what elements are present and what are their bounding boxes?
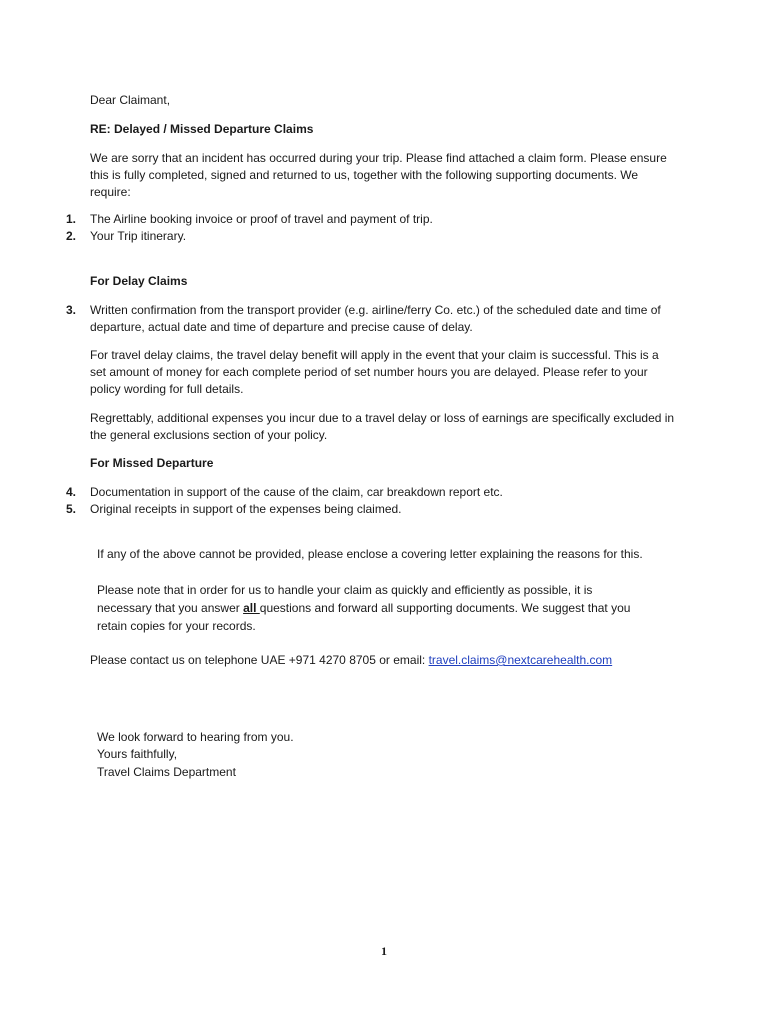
list-text: Original receipts in support of the expenses being claimed. — [90, 502, 402, 516]
list-text: Documentation in support of the cause of the claim, car breakdown report etc. — [90, 485, 503, 499]
delay-benefit-paragraph: For travel delay claims, the travel delay benefit will apply in the event that your claim is successful. This is a set amount of money for each complete period of set number hours you are delayed. Please refer to your policy wording for full details. — [90, 348, 659, 396]
list-number: 4. — [66, 485, 77, 499]
note-text-end: questions and forward all supporting documents. We suggest that you retain copies for your records. — [97, 601, 631, 633]
salutation: Dear Claimant, — [90, 93, 171, 107]
covering-letter-note: If any of the above cannot be provided, please enclose a covering letter explaining the reasons for this. — [97, 547, 643, 561]
note-text: Please note that in order for us to handle your claim as quickly and efficiently as possible, it is necessary that you answer — [97, 583, 593, 615]
list-number: 2. — [66, 229, 77, 243]
missed-departure-heading: For Missed Departure — [90, 456, 214, 470]
closing-line: We look forward to hearing from you. — [97, 730, 294, 744]
page-number: 1 — [381, 944, 387, 958]
contact-paragraph — [90, 652, 710, 669]
exclusions-paragraph: Regrettably, additional expenses you incur due to a travel delay or loss of earnings are specifically excluded in the general exclusions section of your policy. — [90, 411, 675, 442]
subject-line: RE: Delayed / Missed Departure Claims — [90, 122, 314, 136]
list-text: The Airline booking invoice or proof of travel and payment of trip. — [90, 212, 433, 226]
note-paragraph — [97, 581, 645, 635]
email-link[interactable]: travel.claims@nextcarehealth.com — [428, 653, 613, 667]
intro-paragraph: We are sorry that an incident has occurred during your trip. Please find attached a claim form. Please ensure this is fully completed, signed and returned to us, together with the following supporting documents. We require: — [90, 151, 667, 199]
list-text: Written confirmation from the transport provider (e.g. airline/ferry Co. etc.) of the scheduled date and time of departure, actual date and time of departure and precise cause of delay. — [90, 303, 661, 334]
delay-claims-heading: For Delay Claims — [90, 274, 188, 288]
contact-text: Please contact us on telephone UAE +971 4270 8705 or email: — [90, 653, 429, 667]
sign-off: Yours faithfully, — [97, 747, 178, 761]
list-number: 5. — [66, 502, 77, 516]
signatory: Travel Claims Department — [97, 765, 236, 779]
list-number: 1. — [66, 212, 77, 226]
list-number: 3. — [66, 303, 77, 317]
list-text: Your Trip itinerary. — [90, 229, 187, 243]
note-emphasis: all — [243, 601, 260, 615]
